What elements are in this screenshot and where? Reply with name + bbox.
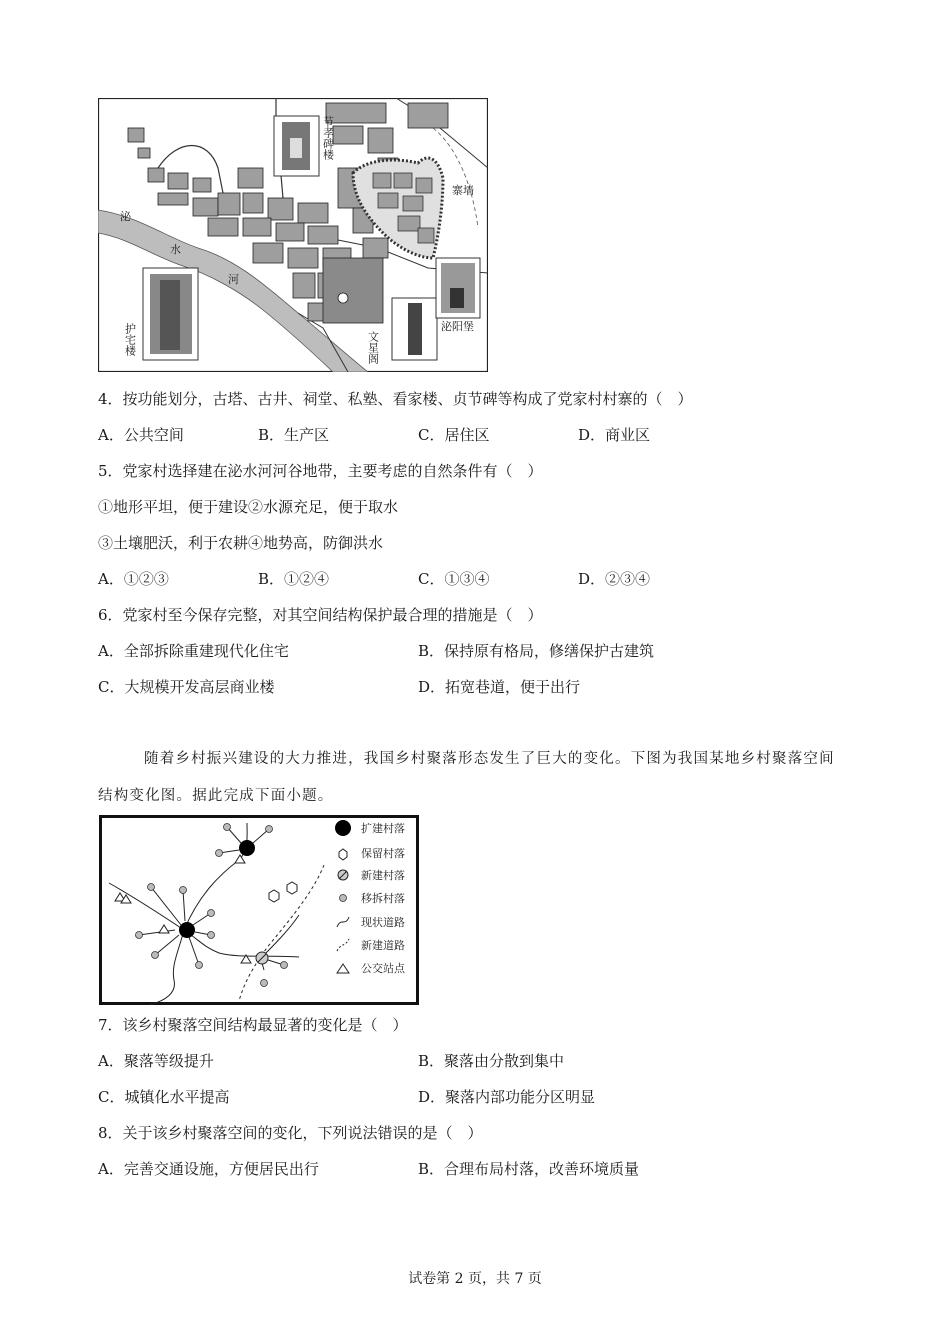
q5-option-a[interactable]: A．①②③: [98, 570, 169, 588]
q5-stem: 5．党家村选择建在泌水河河谷地带，主要考虑的自然条件有（ ）: [98, 462, 543, 480]
page-footer: 试卷第 2 页，共 7 页: [408, 1271, 542, 1287]
photo-biyangbao: [436, 258, 480, 318]
intro-line-1: 随着乡村振兴建设的大力推进，我国乡村聚落形态发生了巨大的变化。下图为我国某地乡村聚落空间: [144, 751, 835, 767]
q4-option-b[interactable]: B．生产区: [258, 426, 330, 444]
q4-option-c[interactable]: C．居住区: [418, 426, 490, 444]
q5-statement-1: ①地形平坦，便于建设②水源充足，便于取水: [98, 498, 399, 516]
settlement-diagram: [99, 815, 419, 1005]
legend-keep: 保留村落: [361, 847, 405, 860]
q5-option-d[interactable]: D．②③④: [578, 570, 651, 588]
label-wenxing: 文星阁: [366, 331, 380, 364]
q6-option-c[interactable]: C．大规模开发高层商业楼: [98, 678, 275, 696]
q8-option-b[interactable]: B．合理布局村落，改善环境质量: [418, 1160, 640, 1178]
intro-line-2: 结构变化图。据此完成下面小题。: [98, 788, 334, 804]
label-huzhai: 护宅楼: [123, 323, 137, 356]
label-zhaiqiang: 寨墙: [452, 184, 474, 197]
q8-stem: 8．关于该乡村聚落空间的变化，下列说法错误的是（ ）: [98, 1124, 483, 1142]
label-jiexiao: 节孝碑楼: [321, 116, 335, 160]
label-he: 河: [228, 273, 239, 286]
legend-road-current: 现状道路: [361, 916, 405, 929]
q4-option-a[interactable]: A．公共空间: [98, 426, 184, 444]
q6-option-b[interactable]: B．保持原有格局，修缮保护古建筑: [418, 642, 655, 660]
legend-relocate: 移拆村落: [361, 892, 405, 905]
legend-bus: 公交站点: [361, 962, 405, 975]
q6-stem: 6．党家村至今保存完整，对其空间结构保护最合理的措施是（ ）: [98, 606, 543, 624]
legend-expand: 扩建村落: [361, 822, 405, 835]
q4-stem: 4．按功能划分，古塔、古井、祠堂、私塾、看家楼、贞节碑等构成了党家村村寨的（ ）: [98, 390, 693, 408]
legend-expand-symbol: [335, 820, 351, 836]
village-map: [98, 98, 488, 372]
q8-option-a[interactable]: A．完善交通设施，方便居民出行: [98, 1160, 319, 1178]
q5-statement-2: ③土壤肥沃，利于农耕④地势高，防御洪水: [98, 534, 384, 552]
q6-option-a[interactable]: A．全部拆除重建现代化住宅: [98, 642, 289, 660]
photo-jiexiao-tower: [274, 116, 319, 176]
label-bi: 泌: [120, 210, 131, 223]
q5-option-c[interactable]: C．①③④: [418, 570, 490, 588]
q6-option-d[interactable]: D．拓宽巷道，便于出行: [418, 678, 581, 696]
legend-keep-symbol: [339, 849, 347, 860]
q4-option-d[interactable]: D．商业区: [578, 426, 651, 444]
legend-new: 新建村落: [361, 869, 405, 882]
photo-wenxing-pavilion: [392, 298, 437, 360]
legend-road-new: 新建道路: [361, 939, 405, 952]
q7-stem: 7．该乡村聚落空间结构最显著的变化是（ ）: [98, 1016, 408, 1034]
q7-option-a[interactable]: A．聚落等级提升: [98, 1052, 214, 1070]
q5-option-b[interactable]: B．①②④: [258, 570, 330, 588]
photo-huzhai-tower: [143, 268, 198, 360]
legend-relocate-symbol: [340, 895, 347, 902]
q7-option-d[interactable]: D．聚落内部功能分区明显: [418, 1088, 596, 1106]
label-shui: 水: [170, 243, 181, 256]
label-biyangbao: 泌阳堡: [441, 320, 474, 333]
q7-option-c[interactable]: C．城镇化水平提高: [98, 1088, 230, 1106]
q7-option-b[interactable]: B．聚落由分散到集中: [418, 1052, 565, 1070]
